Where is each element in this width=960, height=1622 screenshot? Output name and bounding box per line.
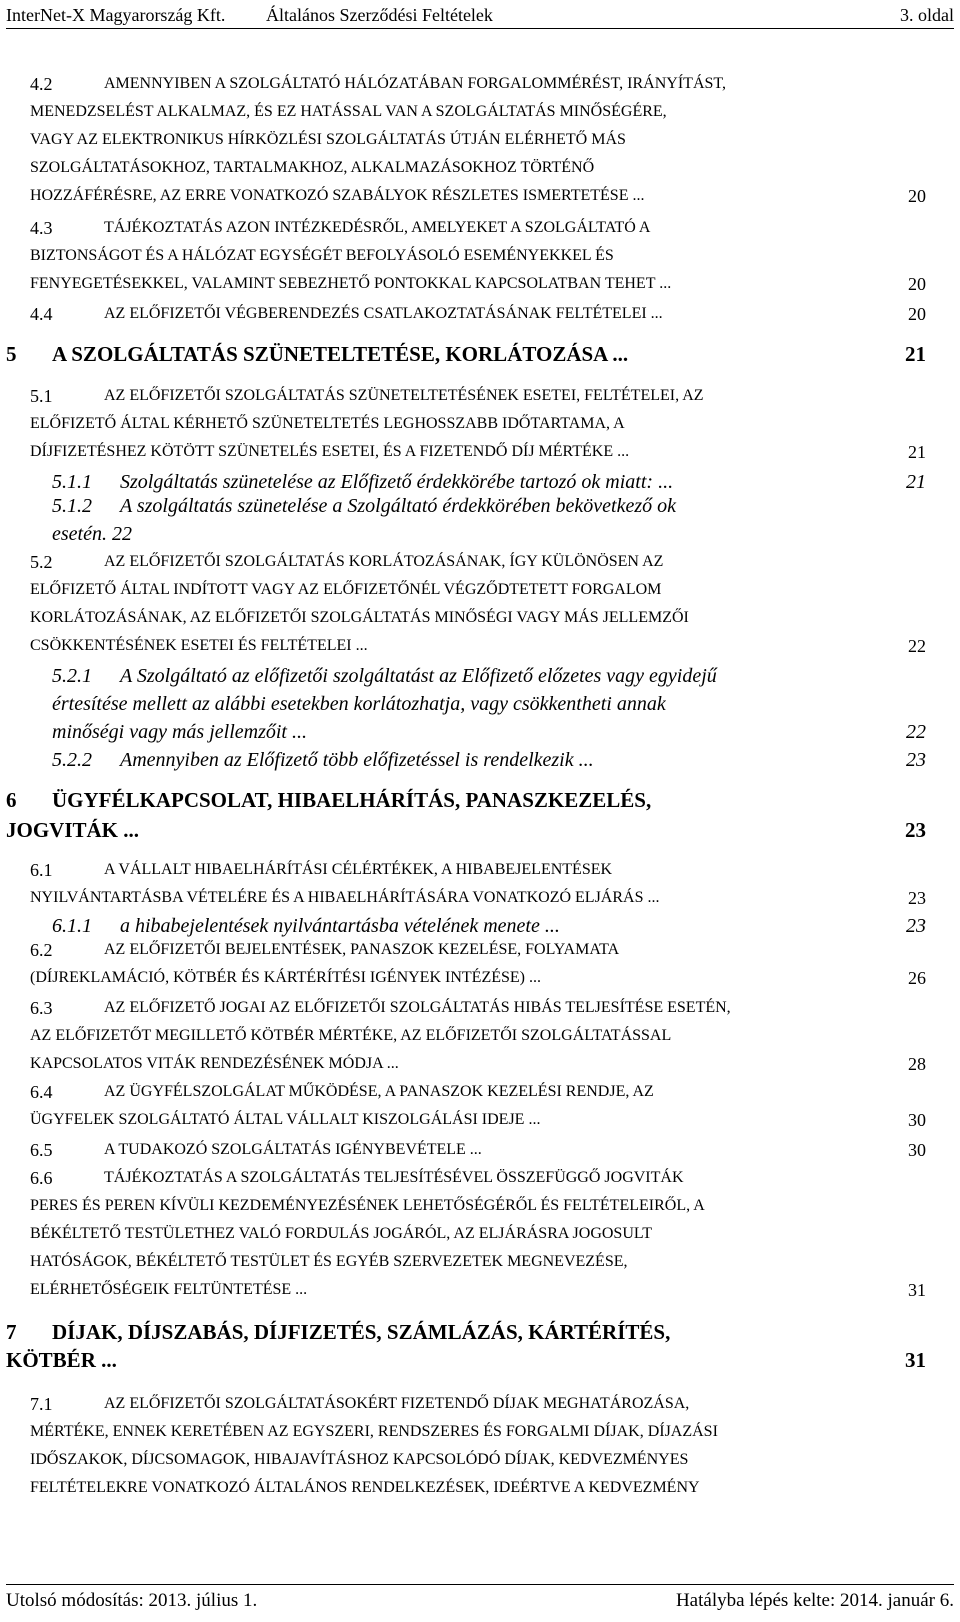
toc-page-number: 21	[908, 442, 926, 462]
toc-entry-title: AZ ELŐFIZETŐI BEJELENTÉSEK, PANASZOK KEZELÉSE, FOLYAMATA	[104, 941, 620, 958]
toc-entry-title: CSÖKKENTÉSÉNEK ESETEI ÉS FELTÉTELEI ...	[30, 637, 368, 654]
header-company: InterNet-X Magyarország Kft.	[6, 5, 226, 25]
toc-entry-title: AZ ÜGYFÉLSZOLGÁLAT MŰKÖDÉSE, A PANASZOK KEZELÉSI RENDJE, AZ	[104, 1083, 654, 1100]
toc-entry-title: KORLÁTOZÁSÁNAK, AZ ELŐFIZETŐI SZOLGÁLTATÁS MINŐSÉGI VAGY MÁS JELLEMZŐI	[30, 609, 689, 626]
toc-entry-title: HATÓSÁGOK, BÉKÉLTETŐ TESTÜLET ÉS EGYÉB SZERVEZETEK MEGNEVEZÉSE,	[30, 1253, 628, 1270]
toc-page-number: 21	[906, 471, 926, 493]
toc-entry-title: BIZTONSÁGOT ÉS A HÁLÓZAT EGYSÉGÉT BEFOLYÁSOLÓ ESEMÉNYEKKEL ÉS	[30, 247, 614, 264]
toc-entry-number: 6.6	[30, 1168, 53, 1188]
toc-entry-title: AZ ELŐFIZETŐI SZOLGÁLTATÁSOKÉRT FIZETENDŐ DÍJAK MEGHATÁROZÁSA,	[104, 1395, 690, 1412]
toc-page-number: 31	[905, 1348, 926, 1372]
header-doc-title: Általános Szerződési Feltételek	[266, 5, 493, 25]
toc-page-number: 26	[908, 968, 926, 988]
toc-entry-title: FENYEGETÉSEKKEL, VALAMINT SEBEZHETŐ PONTOKKAL KAPCSOLATBAN TEHET ...	[30, 275, 672, 292]
toc-entry-number: 7.1	[30, 1394, 53, 1414]
toc-entry-title: KÖTBÉR ...	[6, 1348, 117, 1372]
header-page-number: 3. oldal	[900, 5, 954, 25]
toc-entry-title: HOZZÁFÉRÉSRE, AZ ERRE VONATKOZÓ SZABÁLYOK RÉSZLETES ISMERTETÉSE ...	[30, 187, 645, 204]
toc-entry-number: 5.1.1	[52, 471, 92, 493]
toc-entry-title: ÜGYFELEK SZOLGÁLTATÓ ÁLTAL VÁLLALT KISZOLGÁLÁSI IDEJE ...	[30, 1111, 541, 1128]
toc-entry-number: 6.4	[30, 1082, 53, 1102]
toc-entry-title: VAGY AZ ELEKTRONIKUS HÍRKÖZLÉSI SZOLGÁLTATÁS ÚTJÁN ELÉRHETŐ MÁS	[30, 131, 626, 148]
toc-entry-title: Szolgáltatás szünetelése az Előfizető érdekkörébe tartozó ok miatt: ...	[120, 471, 674, 493]
toc-page-number: 20	[908, 186, 926, 206]
toc-entry-title: FELTÉTELEKRE VONATKOZÓ ÁLTALÁNOS RENDELKEZÉSEK, IDEÉRTVE A KEDVEZMÉNY	[30, 1479, 700, 1496]
toc-page-number: 23	[906, 749, 926, 771]
toc-entry-number: 5.2.1	[52, 665, 92, 687]
toc-page-number: 30	[908, 1140, 926, 1160]
toc-entry-number: 6.1.1	[52, 915, 92, 937]
toc-entry-title: minőségi vagy más jellemzőit ...	[52, 721, 307, 743]
toc-page-number: 28	[908, 1054, 926, 1074]
toc-page-number: 20	[908, 274, 926, 294]
toc-entry-title: BÉKÉLTETŐ TESTÜLETHEZ VALÓ FORDULÁS JOGÁRÓL, AZ ELJÁRÁSRA JOGOSULT	[30, 1225, 652, 1242]
toc-entry-title: A SZOLGÁLTATÁS SZÜNETELTETÉSE, KORLÁTOZÁSA ...	[52, 342, 629, 366]
toc-page-number: 23	[906, 915, 926, 937]
toc-entry-title: TÁJÉKOZTATÁS A SZOLGÁLTATÁS TELJESÍTÉSÉVEL ÖSSZEFÜGGŐ JOGVITÁK	[104, 1169, 684, 1186]
toc-entry-title: TÁJÉKOZTATÁS AZON INTÉZKEDÉSRŐL, AMELYEKET A SZOLGÁLTATÓ A	[104, 219, 651, 236]
toc-entry-title: értesítése mellett az alábbi esetekben korlátozhatja, vagy csökkentheti annak	[52, 693, 666, 715]
toc-entry-title: Amennyiben az Előfizető több előfizetéssel is rendelkezik ...	[120, 749, 594, 771]
toc-entry-title: ÜGYFÉLKAPCSOLAT, HIBAELHÁRÍTÁS, PANASZKEZELÉS,	[52, 788, 652, 812]
toc-entry-number: 6.1	[30, 860, 53, 880]
toc-entry-title: AZ ELŐFIZETŐI VÉGBERENDEZÉS CSATLAKOZTATÁSÁNAK FELTÉTELEI ...	[104, 305, 663, 322]
toc-entry-number: 5.2	[30, 552, 53, 572]
toc-entry-title: AZ ELŐFIZETŐ JOGAI AZ ELŐFIZETŐI SZOLGÁLTATÁS HIBÁS TELJESÍTÉSE ESETÉN,	[104, 999, 731, 1016]
page-footer	[6, 1584, 954, 1617]
toc-page-number: 20	[908, 304, 926, 324]
toc-entry-title: AZ ELŐFIZETŐT MEGILLETŐ KÖTBÉR MÉRTÉKE, AZ ELŐFIZETŐI SZOLGÁLTATÁSSAL	[30, 1027, 672, 1044]
toc-page-number: 21	[905, 342, 926, 366]
toc-page-number: 31	[908, 1280, 926, 1300]
toc-entry-title: esetén. 22	[52, 523, 132, 545]
toc-entry-title: KAPCSOLATOS VITÁK RENDEZÉSÉNEK MÓDJA ...	[30, 1055, 399, 1072]
toc-entry-title: ELÉRHETŐSÉGEIK FELTÜNTETÉSE ...	[30, 1281, 308, 1298]
toc-entry-number: 4.2	[30, 74, 53, 94]
toc-entry-number: 4.4	[30, 304, 53, 324]
toc-entry-title: MÉRTÉKE, ENNEK KERETÉBEN AZ EGYSZERI, RENDSZERES ÉS FORGALMI DÍJAK, DÍJAZÁSI	[30, 1423, 718, 1440]
toc-entry-title: SZOLGÁLTATÁSOKHOZ, TARTALMAKHOZ, ALKALMAZÁSOKHOZ TÖRTÉNŐ	[30, 159, 595, 176]
toc-entry-title: ELŐFIZETŐ ÁLTAL INDÍTOTT VAGY AZ ELŐFIZETŐNÉL VÉGZŐDTETETT FORGALOM	[30, 581, 662, 598]
toc-page-number: 23	[905, 818, 926, 842]
toc-entry-title: ELŐFIZETŐ ÁLTAL KÉRHETŐ SZÜNETELTETÉS LEGHOSSZABB IDŐTARTAMA, A	[30, 415, 625, 432]
toc-entry-title: AZ ELŐFIZETŐI SZOLGÁLTATÁS SZÜNETELTETÉSÉNEK ESETEI, FELTÉTELEI, AZ	[104, 387, 704, 404]
toc-entry-number: 4.3	[30, 218, 53, 238]
toc-entry-title: A VÁLLALT HIBAELHÁRÍTÁSI CÉLÉRTÉKEK, A HIBABEJELENTÉSEK	[104, 861, 613, 878]
toc-page-number: 30	[908, 1110, 926, 1130]
toc-entry-number: 6.3	[30, 998, 53, 1018]
toc-entry-number: 6	[6, 788, 17, 812]
toc-entry-title: AZ ELŐFIZETŐI SZOLGÁLTATÁS KORLÁTOZÁSÁNAK, ÍGY KÜLÖNÖSEN AZ	[104, 553, 664, 570]
toc-entry-number: 7	[6, 1320, 17, 1344]
toc-entry-number: 5.1.2	[52, 495, 92, 517]
toc-entry-title: AMENNYIBEN A SZOLGÁLTATÓ HÁLÓZATÁBAN FORGALOMMÉRÉST, IRÁNYÍTÁST,	[104, 75, 726, 92]
footer-last-modified: Utolsó módosítás: 2013. július 1.	[6, 1590, 258, 1611]
toc-page-number: 23	[908, 888, 926, 908]
page-header	[6, 2, 954, 29]
toc-entry-title: DÍJFIZETÉSHEZ KÖTÖTT SZÜNETELÉS ESETEI, ÉS A FIZETENDŐ DÍJ MÉRTÉKE ...	[30, 443, 630, 460]
toc-entry-number: 6.5	[30, 1140, 53, 1160]
toc-page-number: 22	[906, 721, 926, 743]
toc-entry-title: A TUDAKOZÓ SZOLGÁLTATÁS IGÉNYBEVÉTELE ...	[104, 1141, 482, 1158]
toc-entry-title: IDŐSZAKOK, DÍJCSOMAGOK, HIBAJAVÍTÁSHOZ KAPCSOLÓDÓ DÍJAK, KEDVEZMÉNYES	[30, 1451, 689, 1468]
footer-effective-date: Hatályba lépés kelte: 2014. január 6.	[675, 1590, 954, 1611]
toc-entry-number: 5.2.2	[52, 749, 92, 771]
toc-entry-number: 5	[6, 342, 17, 366]
toc-entry-number: 5.1	[30, 386, 53, 406]
toc-entry-title: (DÍJREKLAMÁCIÓ, KÖTBÉR ÉS KÁRTÉRÍTÉSI IGÉNYEK INTÉZÉSE) ...	[30, 969, 541, 986]
toc-entry-number: 6.2	[30, 940, 53, 960]
toc-entry-title: A szolgáltatás szünetelése a Szolgáltató érdekkörében bekövetkező ok	[120, 495, 676, 517]
toc-page-number: 22	[908, 636, 926, 656]
toc-entry-title: a hibabejelentések nyilvántartásba vételének menete ...	[120, 915, 560, 937]
toc-entry-title: JOGVITÁK ...	[6, 818, 140, 842]
toc-entry-title: DÍJAK, DÍJSZABÁS, DÍJFIZETÉS, SZÁMLÁZÁS, KÁRTÉRÍTÉS,	[52, 1320, 671, 1344]
toc-entry-title: PERES ÉS PEREN KÍVÜLI KEZDEMÉNYEZÉSÉNEK LEHETŐSÉGÉRŐL ÉS FELTÉTELEIRŐL, A	[30, 1197, 705, 1214]
toc-entry-title: A Szolgáltató az előfizetői szolgáltatást az Előfizető előzetes vagy egyidejű	[120, 665, 717, 687]
toc-entry-title: NYILVÁNTARTÁSBA VÉTELÉRE ÉS A HIBAELHÁRÍTÁSÁRA VONATKOZÓ ELJÁRÁS ...	[30, 889, 660, 906]
toc-entry-title: MENEDZSELÉST ALKALMAZ, ÉS EZ HATÁSSAL VAN A SZOLGÁLTATÁS MINŐSÉGÉRE,	[30, 103, 667, 120]
